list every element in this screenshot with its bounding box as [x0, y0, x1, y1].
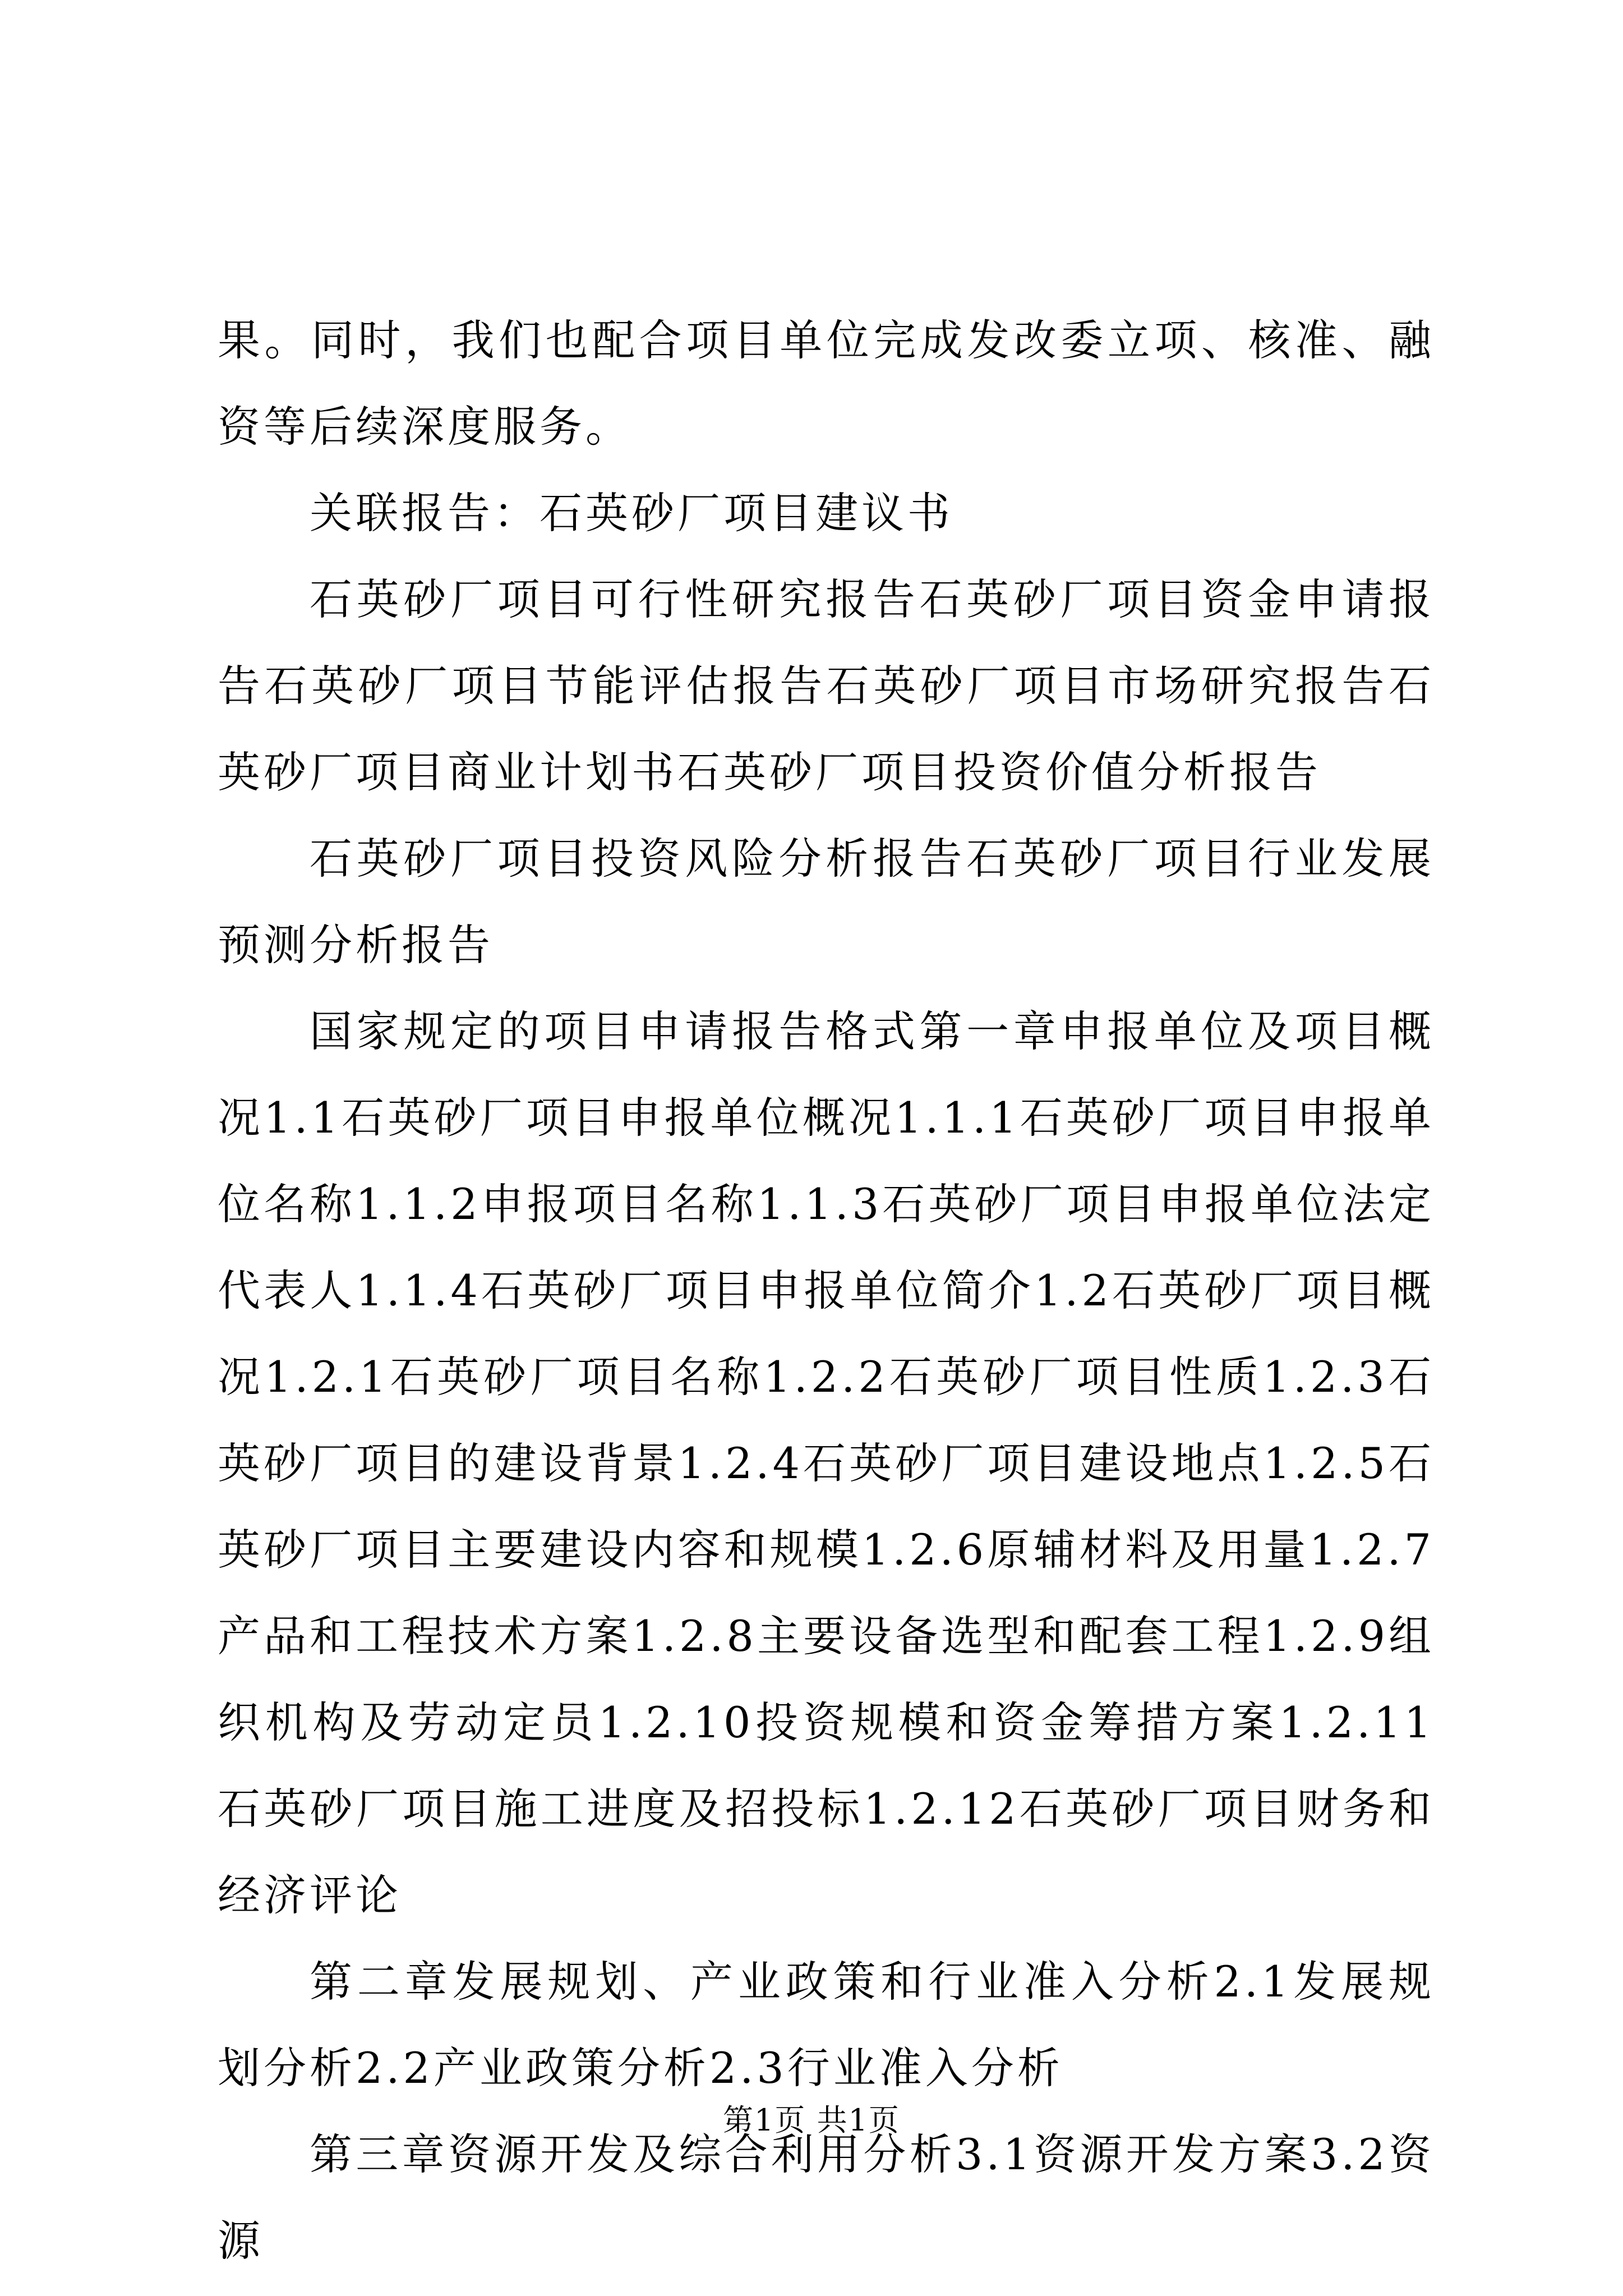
page-footer: 第1页 共1页: [723, 2102, 900, 2138]
paragraph-related-reports: 关联报告：石英砂厂项目建议书: [310, 488, 953, 538]
paragraph-chapter-one: 国家规定的项目申请报告格式第一章申报单位及项目概况1.1石英砂厂项目申报单位概况1.1.1石英砂厂项目申报单位名称1.1.2申报项目名称1.1.3石英砂厂项目申报单位法定代表人1.1.4石英砂厂项目申报单位简介1.2石英砂厂项目概况1.2.1石英砂厂项目名称1.2.2石英砂厂项目性质1.2.3石英砂厂项目的建设背景1.2.4石英砂厂项目建设地点1.2.5石英砂厂项目主要建设内容和规模1.2.6原辅材料及用量1.2.7产品和工程技术方案1.2.8主要设备选型和配套工程1.2.9组织机构及劳动定员1.2.10投资规模和资金筹措方案1.2.11石英砂厂项目施工进度及招投标1.2.12石英砂厂项目财务和经济评论: [218, 1006, 1435, 1920]
paragraph-report-list-2: 石英砂厂项目投资风险分析报告石英砂厂项目行业发展预测分析报告: [218, 834, 1435, 970]
paragraph-chapter-two: 第二章发展规划、产业政策和行业准入分析2.1发展规划分析2.2产业政策分析2.3行业准入分析: [218, 1957, 1435, 2093]
paragraph-chapter-three: 第三章资源开发及综合利用分析3.1资源开发方案3.2资源: [218, 2129, 1435, 2266]
paragraph-continuation: 果。同时，我们也配合项目单位完成发改委立项、核准、融资等后续深度服务。: [218, 315, 1435, 452]
paragraph-report-list: 石英砂厂项目可行性研究报告石英砂厂项目资金申请报告石英砂厂项目节能评估报告石英砂厂项目市场研究报告石英砂厂项目商业计划书石英砂厂项目投资价值分析报告: [218, 574, 1435, 797]
document-body: [218, 297, 1435, 2284]
